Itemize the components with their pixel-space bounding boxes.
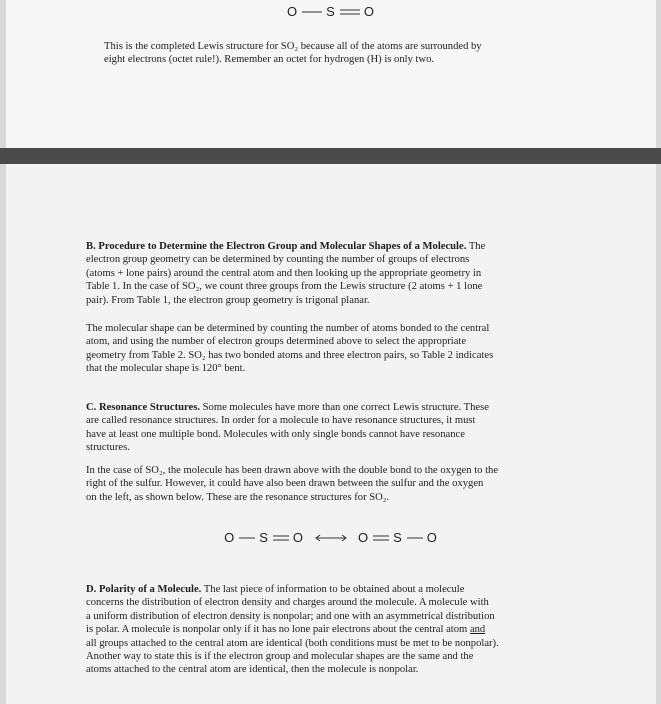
- res1-oxygen-left: O: [224, 530, 236, 545]
- section-c-p2-line: In the case of SO₂, the molecule has been drawn above with the double bond to the oxygen to the: [86, 465, 499, 476]
- section-b-line: electron group geometry can be determined by counting the number of groups of electrons: [86, 254, 470, 266]
- res1-sulfur: S: [259, 530, 269, 545]
- page-gap: [0, 148, 661, 164]
- double-bond-lines: [338, 7, 362, 17]
- section-c-heading: C. Resonance Structures.: [86, 402, 200, 413]
- section-b-p2-line: that the molecular shape is 120° bent.: [86, 363, 246, 375]
- section-c-line: structures.: [86, 442, 130, 454]
- section-d-paragraph: [86, 583, 616, 677]
- section-c-line: have at least one multiple bond. Molecules with only single bonds cannot have resonance: [86, 428, 465, 440]
- res2-oxygen-right: O: [426, 530, 438, 545]
- sulfur-atom: S: [326, 4, 336, 19]
- section-b-line: (atoms + lone pairs) around the central atom and then looking up the appropriate geometry in: [86, 267, 482, 279]
- top-paragraph-line-2: eight electrons (octet rule!). Remember an octet for hydrogen (H) is only two.: [104, 54, 435, 66]
- section-b-p2-line: The molecular shape can be determined by counting the number of atoms bonded to the central: [86, 323, 490, 334]
- section-d-line: Another way to state this is if the electron group and molecular shapes are the same and the: [86, 651, 474, 663]
- section-b-paragraph-2: [86, 322, 611, 376]
- res1-single-bond: [237, 533, 257, 543]
- section-d-line: a uniform distribution of electron density is nonpolar; and one with an asymmetrical distribution: [86, 610, 495, 622]
- section-b-p2-line: geometry from Table 2. SO₂ has two bonded atoms and three electron pairs, so Table 2 indicates: [86, 349, 494, 361]
- oxygen-left-atom: O: [287, 4, 299, 19]
- section-c-paragraph-1: [86, 401, 611, 455]
- res1-oxygen-right: O: [292, 530, 304, 545]
- res2-sulfur: S: [393, 530, 403, 545]
- section-d-heading: D. Polarity of a Molecule.: [86, 584, 202, 595]
- section-c-p2-line: on the left, as shown below. These are the resonance structures for SO₂.: [86, 491, 390, 503]
- res2-oxygen-left: O: [358, 530, 370, 545]
- lewis-structure-so2: [6, 4, 656, 19]
- resonance-structures: [6, 530, 656, 545]
- res2-double-bond: [371, 533, 391, 543]
- res1-double-bond: [271, 533, 291, 543]
- section-d-line: The last piece of information to be obtained about a molecule: [203, 584, 465, 595]
- section-d-line: all groups attached to the central atom are identical (both conditions must be met to be nonpolar).: [86, 637, 499, 649]
- resonance-arrow-icon: [312, 533, 350, 543]
- section-c-line: are called resonance structures. In order for a molecule to have resonance structures, it must: [86, 415, 476, 427]
- section-b-p2-line: atom, and using the number of electron groups determined above to select the appropriate: [86, 336, 467, 348]
- section-b-heading: B. Procedure to Determine the Electron Group and Molecular Shapes of a Molecule.: [86, 241, 467, 252]
- section-b-lead-in: The: [468, 241, 486, 252]
- page-bottom: [6, 164, 656, 704]
- section-c-p2-line: right of the sulfur. However, it could have also been drawn between the sulfur and the oxygen: [86, 478, 484, 490]
- oxygen-right-atom: O: [363, 4, 375, 19]
- underlined-and: and: [469, 624, 486, 636]
- top-paragraph: [104, 40, 634, 67]
- section-b-line: Table 1. In the case of SO₂, we count three groups from the Lewis structure (2 atoms + 1 lone: [86, 281, 483, 293]
- section-d-line: is polar. A molecule is nonpolar only if it has no lone pair electrons about the central atom: [86, 624, 468, 636]
- section-c-line: Some molecules have more than one correct Lewis structure. These: [202, 402, 489, 413]
- section-d-line: concerns the distribution of electron density and charges around the molecule. A molecule with: [86, 597, 489, 609]
- single-bond-line: [300, 7, 324, 17]
- section-c-paragraph-2: [86, 464, 616, 504]
- res2-single-bond: [405, 533, 425, 543]
- section-d-line: atoms attached to the central atom are identical, then the molecule is nonpolar.: [86, 664, 419, 676]
- top-paragraph-line-1: This is the completed Lewis structure for SO₂ because all of the atoms are surrounded by: [104, 41, 482, 52]
- page-top: [6, 0, 656, 148]
- section-b-line: pair). From Table 1, the electron group geometry is trigonal planar.: [86, 294, 370, 306]
- section-b-paragraph-1: [86, 240, 606, 307]
